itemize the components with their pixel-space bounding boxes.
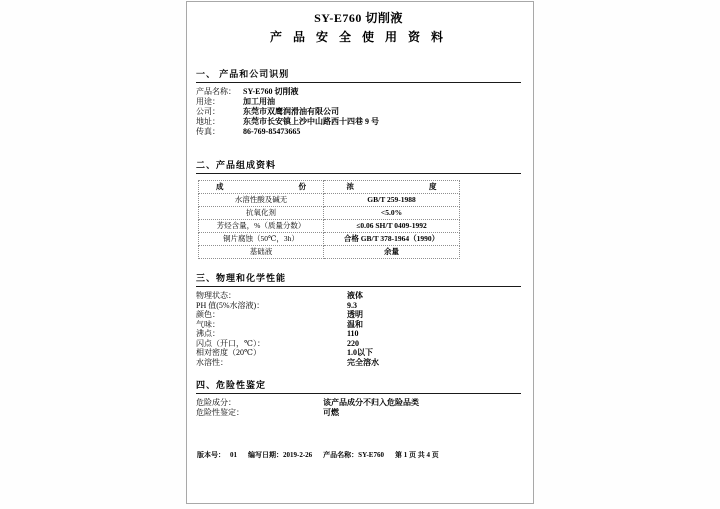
table-row (199, 233, 460, 246)
field-row-usage (196, 97, 521, 107)
field-row-boiling-point (196, 329, 521, 339)
page-content (187, 2, 533, 418)
field-row-water-solubility (196, 358, 521, 368)
field-row-ph (196, 301, 521, 311)
field-label: 沸点： (196, 329, 220, 338)
composition-table (198, 180, 460, 259)
field-label: 产品名称： (196, 87, 236, 96)
field-value: 东莞市双鹰润滑油有限公司 (243, 107, 339, 116)
table-row (199, 194, 460, 207)
field-value: 温和 (347, 319, 363, 329)
section-physical-chemical-rows (196, 291, 521, 367)
field-label: PH 值(5%水溶液)： (196, 300, 265, 310)
field-label: 闪点（开口，℃）： (196, 338, 265, 348)
field-value: 该产品成分不归入危险品类 (323, 398, 419, 407)
table-cell-component: 水溶性酸及碱无 (199, 194, 324, 207)
footer-page-number: 第 1 页 共 4 页 (394, 451, 439, 459)
field-row-company (196, 107, 521, 117)
table-row (199, 246, 460, 259)
table-cell-concentration: <5.0% (324, 207, 460, 220)
column-header-component: 成 份 (199, 181, 324, 194)
field-label: 地址： (196, 117, 220, 126)
field-value: 1.0以下 (347, 348, 373, 357)
doc-subtitle: 产 品 安 全 使 用 资 料 (269, 30, 447, 44)
footer-date-value: 2019-2-26 (283, 451, 313, 459)
table-cell-component: 铜片腐蚀（50℃，3h） (199, 233, 324, 246)
table-row (199, 220, 460, 233)
field-row-fax (196, 127, 521, 137)
table-cell-component: 基础液 (199, 246, 324, 259)
field-label: 物理状态： (196, 291, 236, 300)
field-label: 危险性鉴定： (196, 408, 244, 417)
field-value: 液体 (347, 291, 363, 300)
field-value: 东莞市长安镇上沙中山路西十四巷 9 号 (243, 117, 379, 126)
field-label: 危险成分： (196, 398, 236, 407)
document-page (186, 1, 534, 504)
field-value: 86-769-85473665 (243, 127, 301, 136)
page-footer (197, 450, 527, 460)
field-value: 加工用油 (243, 97, 275, 106)
field-label: 颜色： (196, 310, 220, 319)
field-value: 220 (347, 338, 359, 348)
section-hazard-rows (196, 398, 521, 418)
field-label: 水溶性： (196, 357, 228, 367)
field-row-relative-density (196, 348, 521, 358)
footer-product-label: 产品名称： (323, 451, 359, 459)
field-row-address (196, 117, 521, 127)
table-cell-concentration: ≤0.06 SH/T 0409-1992 (324, 220, 460, 233)
field-row-odor (196, 320, 521, 330)
field-row-color (196, 310, 521, 320)
section-composition-heading: 二、产品组成资料 (196, 158, 521, 174)
table-cell-concentration: 合格 GB/T 378-1964（1990） (324, 233, 460, 246)
field-label: 气味： (196, 319, 220, 329)
field-row-product-name (196, 87, 521, 97)
field-row-physical-state (196, 291, 521, 301)
field-value: 可燃 (323, 408, 339, 417)
section-identification-heading: 一、 产品和公司识别 (196, 67, 521, 83)
field-label: 公司： (196, 107, 220, 116)
table-cell-concentration: 余量 (324, 246, 460, 259)
field-value: 110 (347, 329, 359, 338)
table-cell-concentration: GB/T 259-1988 (324, 194, 460, 207)
doc-title: SY-E760 切削液 (314, 11, 403, 25)
footer-version-value: 01 (230, 451, 237, 459)
section-identification-rows (196, 87, 521, 137)
table-cell-component: 抗氧化剂 (199, 207, 324, 220)
field-label: 传真： (196, 127, 220, 136)
field-row-hazardous-components (196, 398, 521, 408)
field-row-flash-point (196, 339, 521, 349)
section-physical-chemical-heading: 三、物理和化学性能 (196, 271, 521, 287)
table-cell-component: 芳烃含量，%（质量分数） (199, 220, 324, 233)
field-value: 9.3 (347, 300, 357, 310)
field-row-hazard-assessment (196, 408, 521, 418)
column-header-concentration: 浓 度 (324, 181, 460, 194)
footer-product-value: SY-E760 (358, 451, 384, 459)
section-hazard-heading: 四、危险性鉴定 (196, 378, 521, 394)
field-label: 用途： (196, 97, 220, 106)
footer-version-label: 版本号： (197, 451, 225, 459)
table-header-row (199, 181, 460, 194)
field-value: SY-E760 切削液 (243, 87, 299, 96)
table-row (199, 207, 460, 220)
footer-date-label: 编写日期： (248, 451, 283, 459)
field-label: 相对密度（20℃） (196, 348, 261, 357)
field-value: 透明 (347, 310, 363, 319)
field-value: 完全溶水 (347, 357, 379, 367)
